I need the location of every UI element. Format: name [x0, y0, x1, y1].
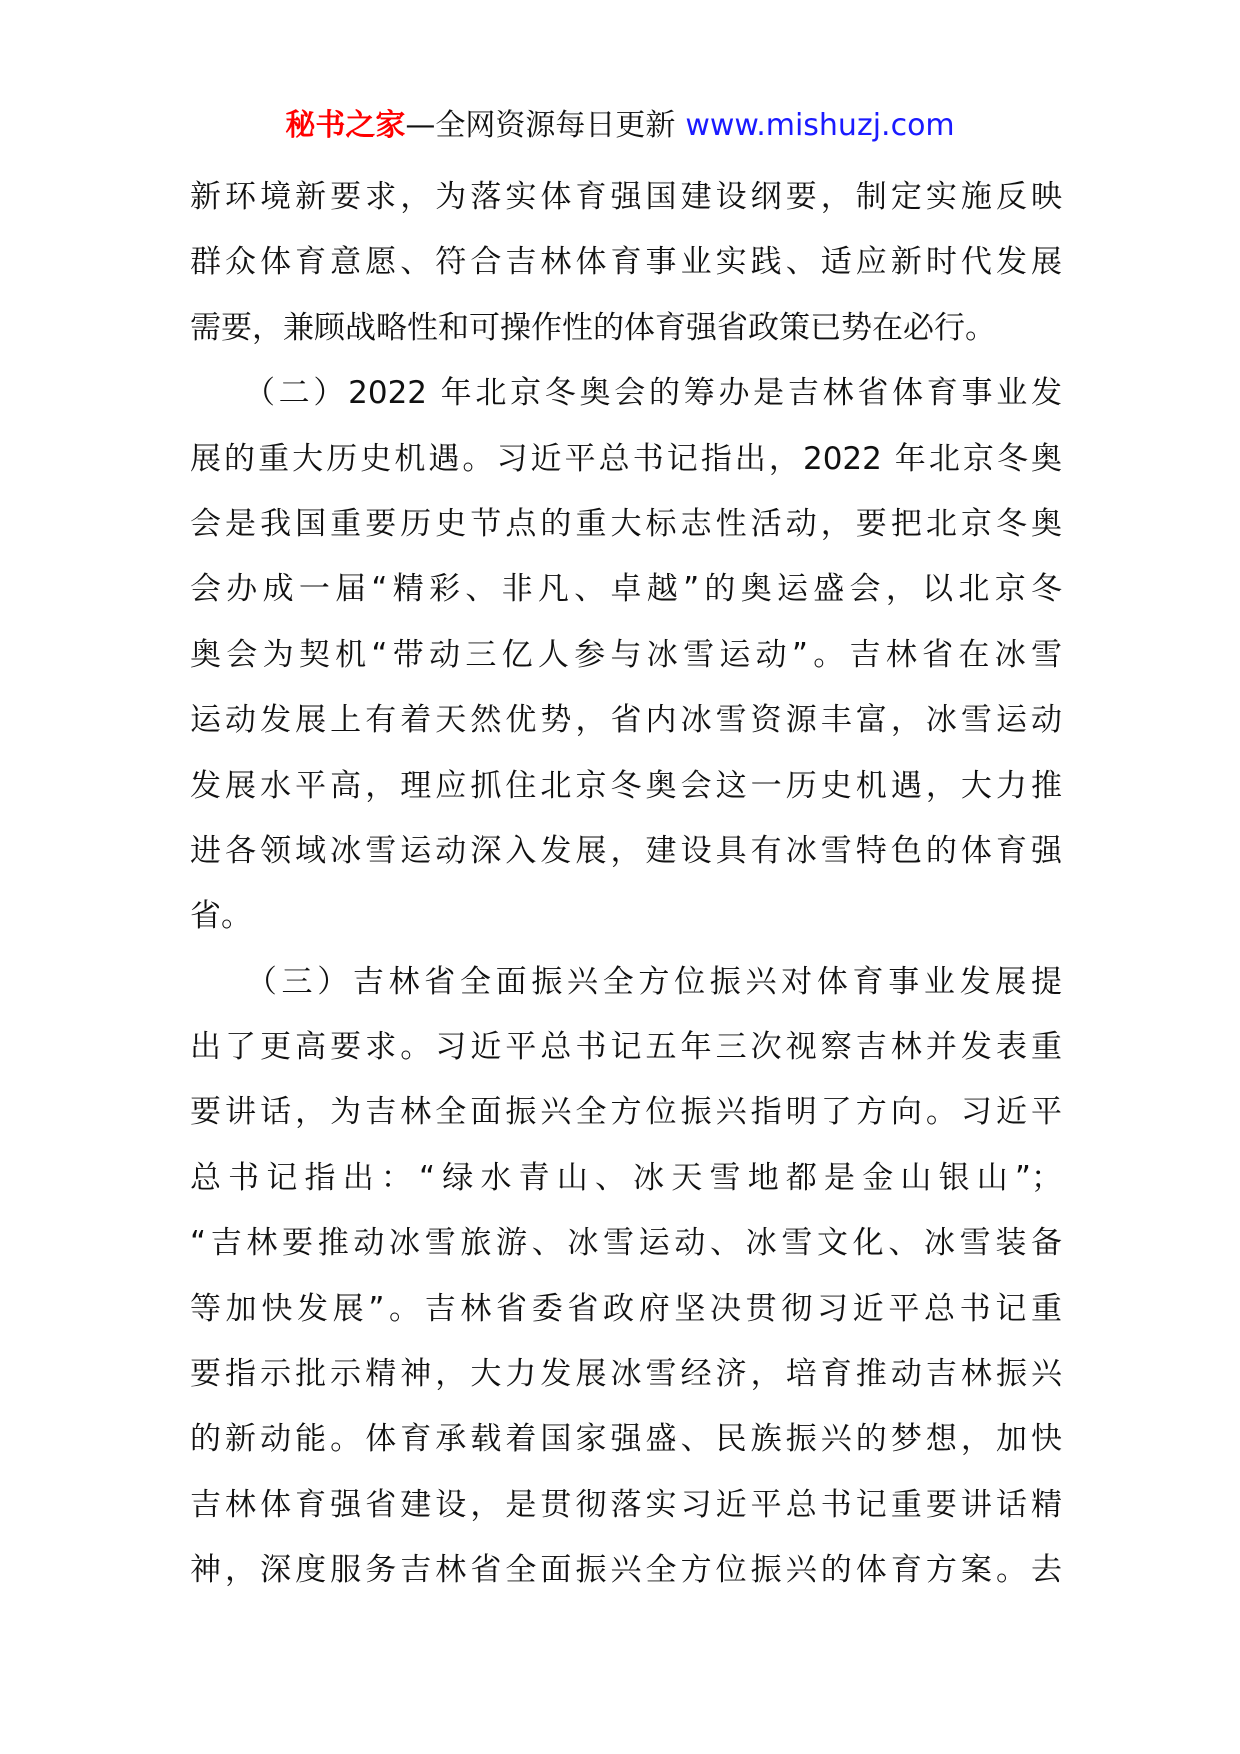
page-header: [0, 104, 1240, 148]
text-line: 群众体育意愿、符合吉林体育事业实践、适应新时代发展: [190, 244, 1062, 281]
text-line: 要指示批示精神，大力发展冰雪经济，培育推动吉林振兴: [190, 1356, 1062, 1393]
text-line: （二）2022 年北京冬奥会的筹办是吉林省体育事业发: [190, 375, 1062, 412]
brand-name: 秘书之家: [285, 108, 406, 143]
text-line: 展的重大历史机遇。习近平总书记指出，2022 年北京冬奥: [190, 440, 1062, 477]
text-line: 等加快发展”。吉林省委省政府坚决贯彻习近平总书记重: [190, 1290, 1062, 1327]
text-line: （三）吉林省全面振兴全方位振兴对体育事业发展提: [190, 963, 1062, 1000]
text-line: 要讲话，为吉林全面振兴全方位振兴指明了方向。习近平: [190, 1094, 1062, 1131]
text-line: 运动发展上有着天然优势，省内冰雪资源丰富，冰雪运动: [190, 702, 1062, 739]
text-line: 总书记指出：“绿水青山、冰天雪地都是金山银山”；: [190, 1159, 1062, 1196]
document-body: [190, 165, 1062, 1604]
text-line: 省。: [190, 898, 252, 935]
text-line: 吉林体育强省建设，是贯彻落实习近平总书记重要讲话精: [190, 1486, 1062, 1523]
text-line: 奥会为契机“带动三亿人参与冰雪运动”。吉林省在冰雪: [190, 636, 1062, 673]
text-line: 进各领域冰雪运动深入发展，建设具有冰雪特色的体育强: [190, 832, 1062, 869]
text-line: 发展水平高，理应抓住北京冬奥会这一历史机遇，大力推: [190, 767, 1062, 804]
text-line: 新环境新要求，为落实体育强国建设纲要，制定实施反映: [190, 179, 1062, 215]
site-url-link[interactable]: www.mishuzj.com: [685, 108, 955, 143]
text-line: 的新动能。体育承载着国家强盛、民族振兴的梦想，加快: [190, 1421, 1062, 1458]
text-line: 出了更高要求。习近平总书记五年三次视察吉林并发表重: [190, 1029, 1062, 1066]
text-line: 会是我国重要历史节点的重大标志性活动，要把北京冬奥: [190, 505, 1062, 542]
text-line: “吉林要推动冰雪旅游、冰雪运动、冰雪文化、冰雪装备: [190, 1225, 1062, 1262]
text-line: 会办成一届“精彩、非凡、卓越”的奥运盛会，以北京冬: [190, 571, 1062, 608]
text-line: 神，深度服务吉林省全面振兴全方位振兴的体育方案。去: [190, 1552, 1062, 1589]
header-tagline: —全网资源每日更新: [405, 108, 676, 143]
text-line: 需要，兼顾战略性和可操作性的体育强省政策已势在必行。: [190, 309, 996, 346]
